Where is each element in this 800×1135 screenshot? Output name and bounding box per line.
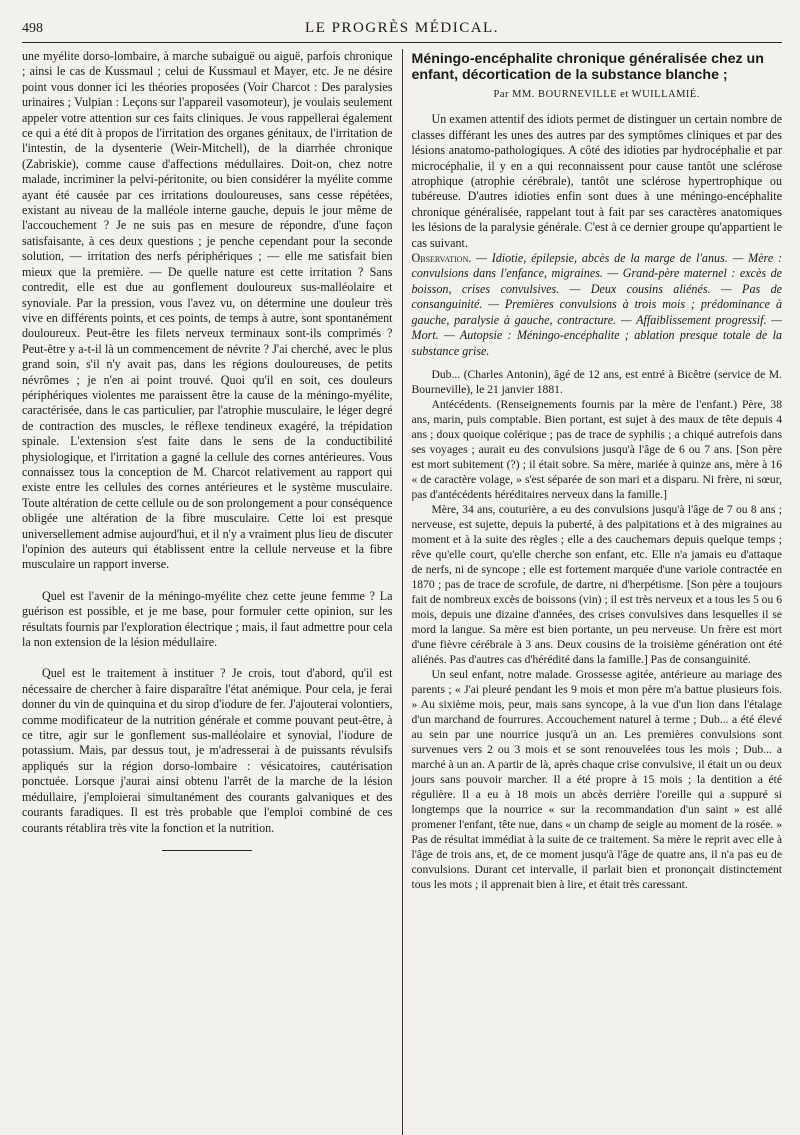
- page-header: [22, 20, 782, 43]
- observation-lead: Observation.: [411, 251, 472, 266]
- article-authors: Par MM. BOURNEVILLE et WUILLAMIÉ.: [493, 89, 700, 100]
- observation-summary: [412, 251, 783, 359]
- left-column: [22, 49, 402, 1135]
- end-rule: [162, 850, 252, 851]
- page-number: 498: [22, 21, 43, 36]
- article-intro: Un examen attentif des idiots permet de distinguer un certain nombre de classes différant les unes des autres par des symptômes cliniques et par des lésions anatomo-pathologiques. A côté des idioties par hydrocéphalie et par microcéphalie, il y en a qui reconnaissent pour cause tantôt une sclérose atrophique (atrophie cérébrale), tantôt une sclérose hypertrophique ou tubéreuse. D'autres idioties enfin sont dues à une méningo-encéphalite chronique généralisée, rappelant tout à fait par ses caractères anatomiques les lésions de la paralysie générale. C'est à ce dernier groupe qu'appartient le cas suivant.: [411, 112, 782, 250]
- article-title: Méningo-encéphalite chronique généralisée chez un enfant, décortication de la substance blanche ;: [411, 51, 764, 83]
- case-paragraph-2: Antécédents. (Renseignements fournis par la mère de l'enfant.) Père, 38 ans, marin, puis comptable. Bien portant, est sujet à des maux de tête depuis 4 ans ; doux quoique colérique ; pas de trace de syphilis ; a chiqué autrefois dans ses voyages ; aurait eu des convulsions jusqu'à l'âge de 6 ou 7 ans. [Son père est mort subitement (?) ; il était sobre. Sa mère, mariée à quinze ans, mère à 16 « de caractère volage, » s'est séparée de son mari et a disparu. Ni frère, ni sœur, pas d'antécédents héréditaires nerveux dans la famille.]: [411, 397, 782, 501]
- left-paragraph-2: Quel est l'avenir de la méningo-myélite chez cette jeune femme ? La guérison est possible, et je me base, pour formuler cette opinion, sur les résultats fournis par l'exploration électrique ; mais, il faut admettre pour cela la non extension de la lésion médullaire.: [22, 588, 393, 650]
- case-paragraph-4: Un seul enfant, notre malade. Grossesse agitée, antérieure au mariage des parents ; « J'ai pleuré pendant les 9 mois et mon père m'a battue plusieurs fois. » Au sixième mois, peur, mais sans syncope, à la vue d'un lion dans l'étalage d'un marchand de fourrures. Accouchement naturel à terme ; Dub... a été élevé au sein par une nourrice jusqu'à un an. Les premières convulsions sont survenues vers 2 ou 3 mois et se sont renouvelées tous les mois ; Dub... a marché à un an. A partir de là, après chaque crise convulsive, il était un ou deux jours sans pouvoir marcher. Il a été propre à 15 mois ; la dentition a été régulière. Il a eu à 18 mois un abcès derrière l'oreille qui a suppuré si longtemps que la nourrice « sur la recommandation d'un saint » est allé promener l'enfant, tête nue, dans « un champ de seigle au moment de la rosée. » Pas de résultat immédiat à la suite de ce traitement. Sa mère le reprit avec elle à l'âge de trois ans, et, de ce moment jusqu'à l'âge de quatre ans, il n'a pas eu de convulsions. Durant cet intervalle, il parlait bien et prononçait distinctement tous les mots ; il apprenait bien à lire, et était très caressant.: [411, 667, 782, 891]
- case-paragraph-3: Mère, 34 ans, couturière, a eu des convulsions jusqu'à l'âge de 7 ou 8 ans ; nerveuse, est sujette, depuis la puberté, à des palpitations et à des migraines au moment et à la suite des règles ; elle a des cauchemars depuis quelque temps ; rêve qu'elle court, qu'elle cherche son enfant, etc. Elle n'a jamais eu d'attaque de nerfs, ni de syncope ; elle est fortement marquée d'une variole contractée en 1870 ; pas de trace de scrofule, de dartre, ni d'herpétisme. [Son père a toujours fait de nombreux excès de boissons (vin) ; il est très nerveux et a tous les 5 ou 6 mois, depuis une dizaine d'années, des crises convulsives dans lesquelles il se mord la langue. Sa mère est bien portante, un peu nerveuse. Un frère est mort d'une fièvre cérébrale à 3 ans. Deux cousins de la troisième génération ont été aliénés. Pas d'autres cas d'hérédité dans la famille.] Pas de consanguinité.: [411, 502, 782, 666]
- two-column-body: [22, 49, 782, 1135]
- observation-text: — Idiotie, épilepsie, abcès de la marge de l'anus. — Mère : convulsions dans l'enfance, migraines. — Grand-père maternel : excès de boisson, crises convulsives. — Deux cousins aliénés. — Pas de consanguinité. — Premières convulsions à trois mois ; prédominance à gauche, paralysie à gauche, contracture. — Affaiblissement progressif. — Mort. — Autopsie : Méningo-encéphalite ; ablation presque totale de la substance grise.: [411, 251, 782, 358]
- right-column: [402, 49, 783, 1135]
- left-paragraph-3: Quel est le traitement à instituer ? Je crois, tout d'abord, qu'il est nécessaire de chercher à faire disparaître l'état anémique. Pour cela, je ferai donner du vin de quinquina et du sirop d'iodure de fer. J'ajouterai volontiers, comme modificateur de la nutrition générale et comme pouvant peut-être, à ce titre, agir sur le gonflement sus-malléolaire et synovial, l'iodure de potassium. Mais, par dessus tout, je m'adresserai à de puissants révulsifs appliqués sur la région dorso-lombaire : vésicatoires, cautérisation ponctuée. Lorsque j'aurai ainsi obtenu l'arrêt de la marche de la lésion médullaire, j'emploierai simultanément des courants galvaniques et des courants faradiques. Il est très probable que l'emploi combiné de ces courants rétablira très vite la fonction et la nutrition.: [22, 666, 393, 835]
- left-paragraph-1: une myélite dorso-lombaire, à marche subaiguë ou aiguë, parfois chronique ; ainsi le cas de Kussmaul ; celui de Kussmaul et Mayer, etc. Je ne désire point vous donner ici les théories proposées (Voir Charcot : Des paralysies urinaires ; Vulpian : Leçons sur l'appareil vasomoteur), je voulais seulement appeler votre attention sur ces faits cliniques. Je vous rappellerai également ce qui a été dit à propos de l'irritation des organes génitaux, de l'irritation de l'intestin, de la dysenterie (Weir-Mitchell), de la diarrhée chronique (Zabriskie), comme cause d'affections médullaires. Doit-on, chez notre malade, incriminer la pelvi-péritonite, ou bien considérer la myélite comme ayant été causée par ces irritations douloureuses, sans cesse répétées, existant au niveau de la malléole interne gauche, depuis le jour même de l'accouchement ? Je ne suis pas en mesure de répondre, d'une façon satisfaisante, à ces deux questions ; je penche cependant pour la seconde solution, — irritation des nerfs périphériques ; — elle me satisfait bien mieux que la première. — De quelle nature est cette irritation ? Sans contredit, elle est due au gonflement douloureux sus-malléolaire et synoviale. Par la pression, vous l'avez vu, on détermine une douleur très vive en différents points, et ces points, de temps à autre, sont spontanément douloureux. Peut-être les filets nerveux terminaux sont-ils comprimés ? Peut-être y a-t-il là un commencement de névrite ? J'ai cherché, avec le plus grand soin, s'il n'y avait pas, dans les régions douloureuses, de petits névrômes ; je n'en ai point trouvé. Quoi qu'il en soit, ces douleurs périphériques violentes me paraissent être la cause de la méningo-myélite, caractérisée, dans le cas particulier, par l'atrophie musculaire, le léger degré de contraction des muscles, le réflexe tendineux exagéré, la trépidation spinale. L'extension s'est faite dans le sens de la conductibilité physiologique, et l'irritation a gagné la cellule des cornes antérieures. Vous connaissez tous la conception de M. Charcot relativement au rapport qui existe entre les cellules des cornes antérieures et le système musculaire. Toute altération de cette cellule ou de son prolongement a pour conséquence obligée une altération de la fibre musculaire. Cette loi est presque universellement admise aujourd'hui, et il n'y a vraiment plus lieu de discuter l'opinion des auteurs qui établissent entre la cellule nerveuse et la fibre musculaire un rapport inverse.: [22, 49, 393, 572]
- case-paragraph-1: Dub... (Charles Antonin), âgé de 12 ans, est entré à Bicêtre (service de M. Bourneville), le 21 janvier 1881.: [411, 367, 782, 396]
- journal-title: LE PROGRÈS MÉDICAL.: [305, 20, 499, 36]
